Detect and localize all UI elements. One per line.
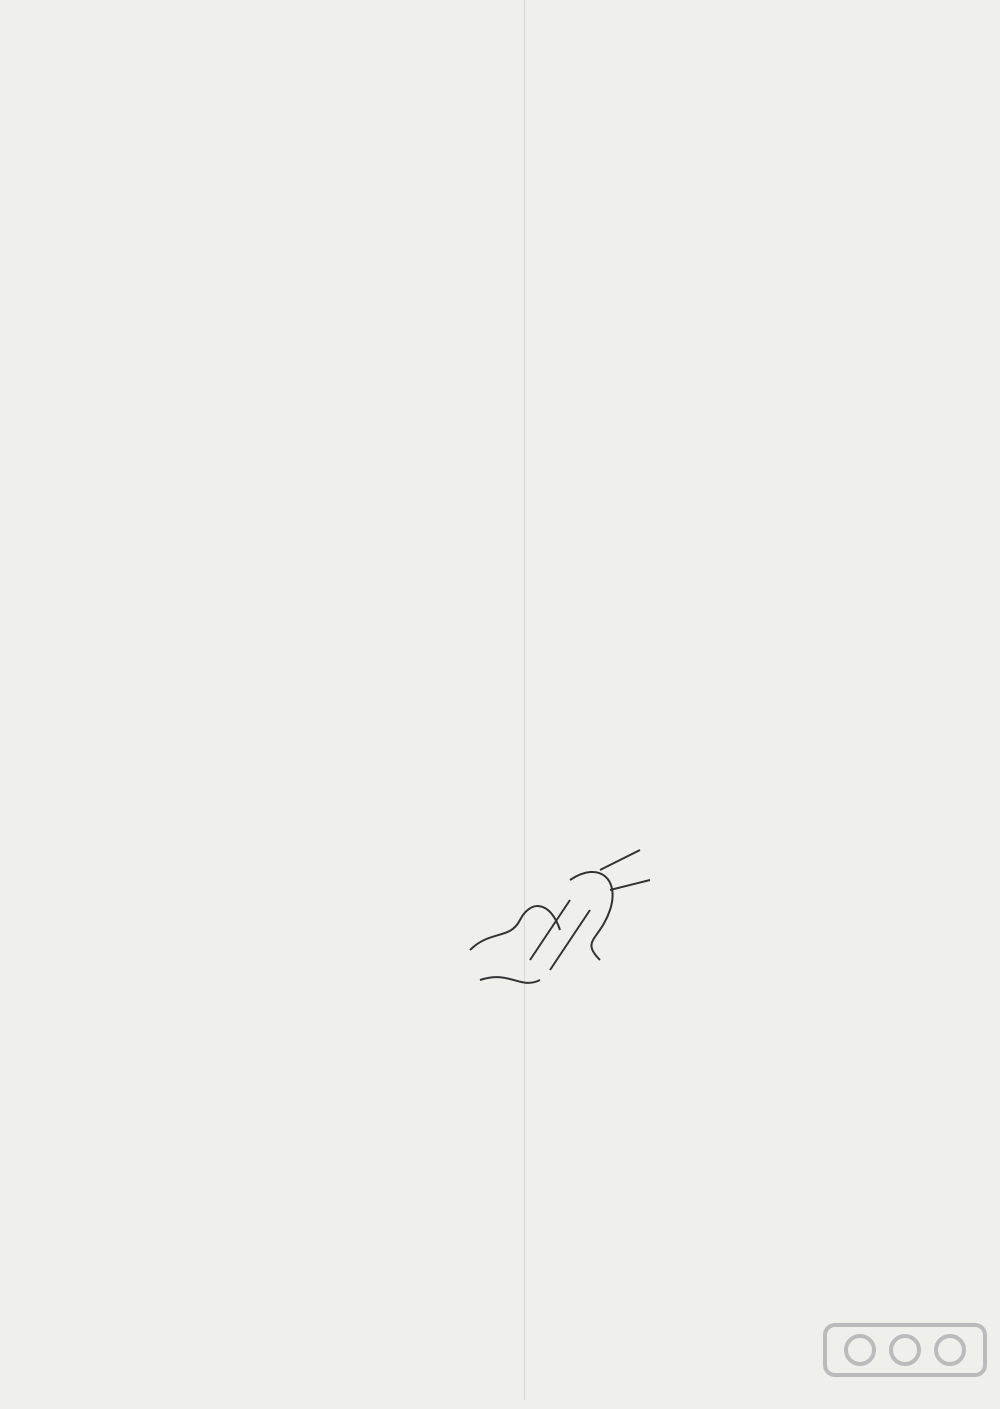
watermark-logo [820, 1320, 990, 1400]
handwriting-scribble [450, 840, 660, 1000]
column-divider [524, 0, 525, 1400]
right-column [535, 6, 987, 14]
